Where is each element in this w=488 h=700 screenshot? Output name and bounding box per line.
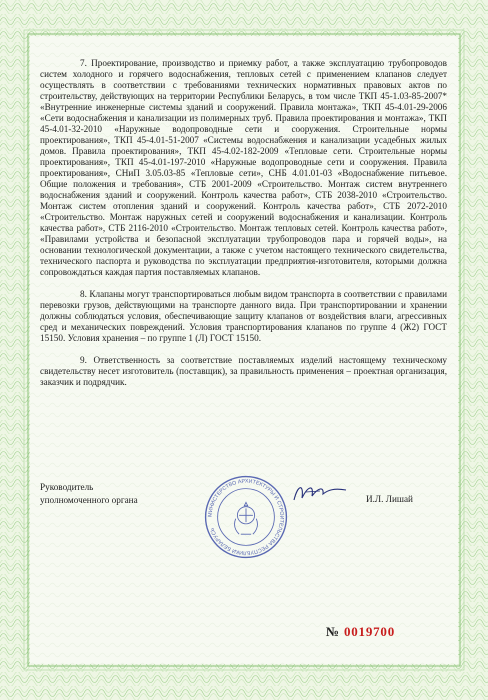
signatory-title-line2: уполномоченного органа xyxy=(40,495,138,505)
serial-number xyxy=(326,624,395,640)
paragraph-7: 7. Проектирование, производство и приемку работ, а также эксплуатацию трубопроводов систем холодного и горячего водоснабжения, тепловых сетей с применением клапанов следует осуществлять в соответствии с требованиями технических нормативных правовых актов по строительству, действующих на территории Республики Беларусь, в том числе ТКП 45-1.03-85-2007* «Внутренние инженерные системы зданий и сооружений. Правила монтажа», ТКП 45-4.01-29-2006 «Сети водоснабжения и канализации из полимерных труб. Правила проектирования и монтажа», ТКП 45-4.01-32-2010 «Наружные водопроводные сети и сооружения. Строительные нормы проектирования», ТКП 45-4.01-51-2007 «Системы водоснабжения и канализации усадебных жилых домов. Правила проектирования», ТКП 45-4.02-182-2009 «Тепловые сети. Строительные нормы проектирования», ТКП 45-4.01-197-2010 «Наружные водопроводные сети и сооружения. Правила проектирования», СНиП 3.05.03-85 «Тепловые сети», СНБ 4.01.01-03 «Водоснабжение питьевое. Общие положения и требования», СТБ 2001-2009 «Строительство. Монтаж систем внутреннего водоснабжения зданий и сооружений. Контроль качества работ», СТБ 2038-2010 «Строительство. Монтаж систем отопления зданий и сооружений. Контроль качества работ», СТБ 2072-2010 «Строительство. Монтаж наружных сетей и сооружений водоснабжения и канализации. Контроль качества работ», СТБ 2116-2010 «Строительство. Монтаж тепловых сетей. Контроль качества работ», «Правилами устройства и безопасной эксплуатации трубопроводов пара и горячей воды», на основании технологической документации, а также с учетом настоящего технического свидетельства, технического паспорта и руководства по эксплуатации предприятия-изготовителя, которыми должна сопровождаться каждая партия поставляемых клапанов. xyxy=(40,58,447,277)
signatory-title-line1: Руководитель xyxy=(40,482,94,492)
svg-text:МИНИСТЕРСТВО АРХИТЕКТУРЫ И СТР: МИНИСТЕРСТВО АРХИТЕКТУРЫ И СТРОИТЕЛЬСТВА РЕСПУБЛИКИ БЕЛАРУСЬ xyxy=(207,478,285,556)
handwritten-signature xyxy=(290,478,350,508)
paragraph-8: 8. Клапаны могут транспортироваться любым видом транспорта в соответствии с правилами перевозки грузов, действующими на транспорте данного вида. При транспортировании и хранении должны соблюдаться условия, обеспечивающие защиту клапанов от воздействия влаги, агрессивных сред и механических повреждений. Условия транспортирования клапанов по группе 4 (Ж2) ГОСТ 15150. Условия хранения – по группе 1 (Л) ГОСТ 15150. xyxy=(40,289,447,343)
paragraph-9: 9. Ответственность за соответствие поставляемых изделий настоящему техническому свидетельству несет изготовитель (поставщик), за правильность применения – проектная организация, заказчик и подрядчик. xyxy=(40,355,447,387)
signatory-name: И.Л. Лишай xyxy=(366,494,413,504)
serial-prefix: № xyxy=(326,624,340,639)
document-body xyxy=(40,58,447,388)
serial-value: 0019700 xyxy=(343,624,396,639)
official-stamp xyxy=(203,474,289,560)
